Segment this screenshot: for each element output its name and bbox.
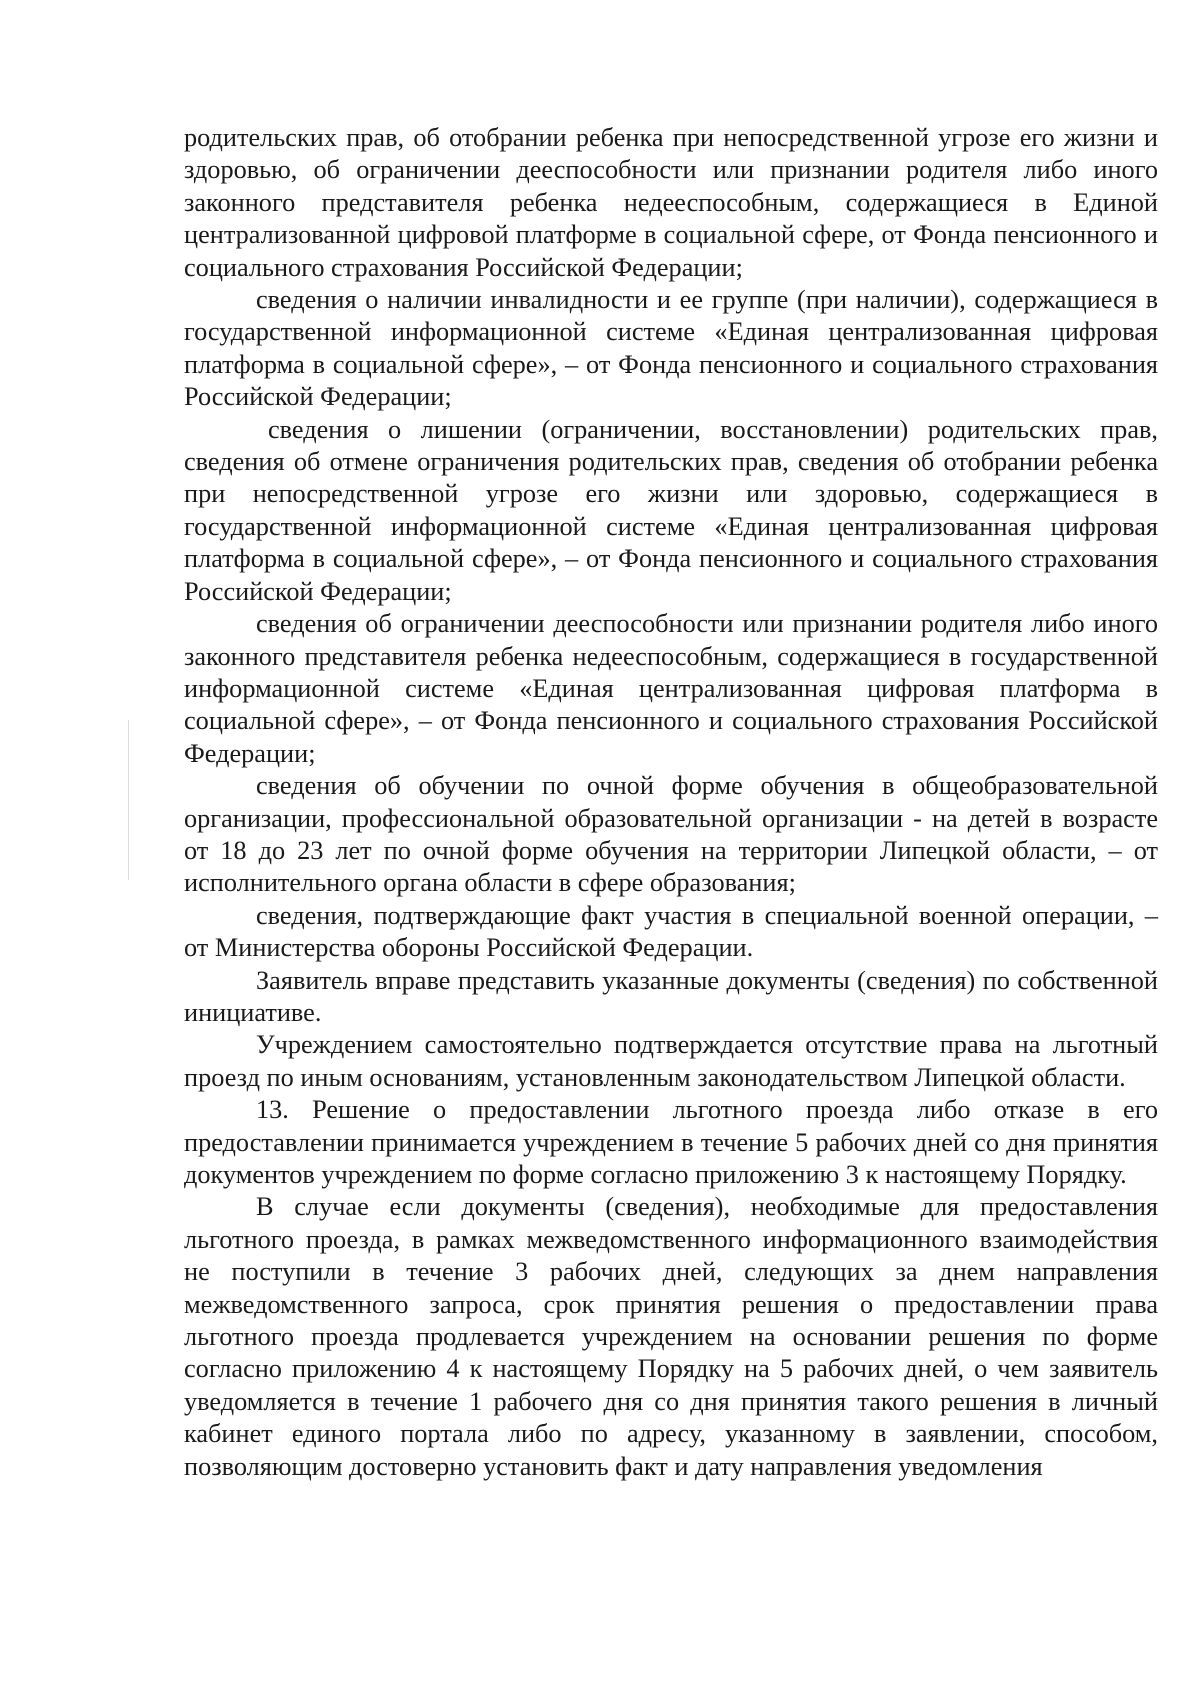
paragraph-education-info: сведения об обучении по очной форме обучения в общеобразовательной организации, профессиональной образовательной организации - на детей в возрасте от 18 до 23 лет по очной форме обучения на территории Липецкой области, – от исполнительного органа области в сфере образования; (184, 771, 1158, 898)
scan-margin-mark (128, 720, 129, 880)
paragraph-legal-capacity-info: сведения об ограничении дееспособности или признании родителя либо иного законного представителя ребенка недееспособным, содержащиеся в государственной информационной системе «Единая централизованная цифровая платформа в социальной сфере», – от Фонда пенсионного и социального страхования Российской Федерации; (184, 609, 1158, 768)
document-body (184, 122, 1158, 1483)
paragraph-disability-info: сведения о наличии инвалидности и ее группе (при наличии), содержащиеся в государственной информационной системе «Единая централизованная цифровая платформа в социальной сфере», – от Фонда пенсионного и социального страхования Российской Федерации; (184, 285, 1158, 412)
paragraph-applicant-right: Заявитель вправе представить указанные документы (сведения) по собственной инициативе. (184, 965, 1158, 1027)
paragraph-extension-case: В случае если документы (сведения), необходимые для предоставления льготного проезда, в рамках межведомственного информационного взаимодействия не поступили в течение 3 рабочих дней, следующих за днем направления межведомственного запроса, срок принятия решения о предоставлении права льготного проезда продлевается учреждением на основании решения по форме согласно приложению 4 к настоящему Порядку на 5 рабочих дней, о чем заявитель уведомляется в течение 1 рабочего дня со дня принятия такого решения в личный кабинет единого портала либо по адресу, указанному в заявлении, способом, позволяющим достоверно установить факт и дату направления уведомления (184, 1192, 1158, 1481)
paragraph-military-operation-info: сведения, подтверждающие факт участия в специальной военной операции, – от Министерства обороны Российской Федерации. (184, 900, 1158, 963)
paragraph-continuation: родительских прав, об отобрании ребенка при непосредственной угрозе его жизни и здоровью, об ограничении дееспособности или признании родителя либо иного законного представителя ребенка недееспособным, содержащиеся в Единой централизованной цифровой платформе в социальной сфере, от Фонда пенсионного и социального страхования Российской Федерации; (184, 123, 1158, 282)
paragraph-parental-rights-info: сведения о лишении (ограничении, восстановлении) родительских прав, сведения об отмене ограничения родительских прав, сведения об отобрании ребенка при непосредственной угрозе его жизни или здоровью, содержащиеся в государственной информационной системе «Единая централизованная цифровая платформа в социальной сфере», – от Фонда пенсионного и социального страхования Российской Федерации; (184, 414, 1158, 606)
paragraph-institution-confirmation: Учреждением самостоятельно подтверждается отсутствие права на льготный проезд по иным основаниям, установленным законодательством Липецкой области. (184, 1030, 1158, 1092)
paragraph-item-13: 13. Решение о предоставлении льготного проезда либо отказе в его предоставлении принимается учреждением в течение 5 рабочих дней со дня принятия документов учреждением по форме согласно приложению 3 к настоящему Порядку. (184, 1095, 1158, 1189)
